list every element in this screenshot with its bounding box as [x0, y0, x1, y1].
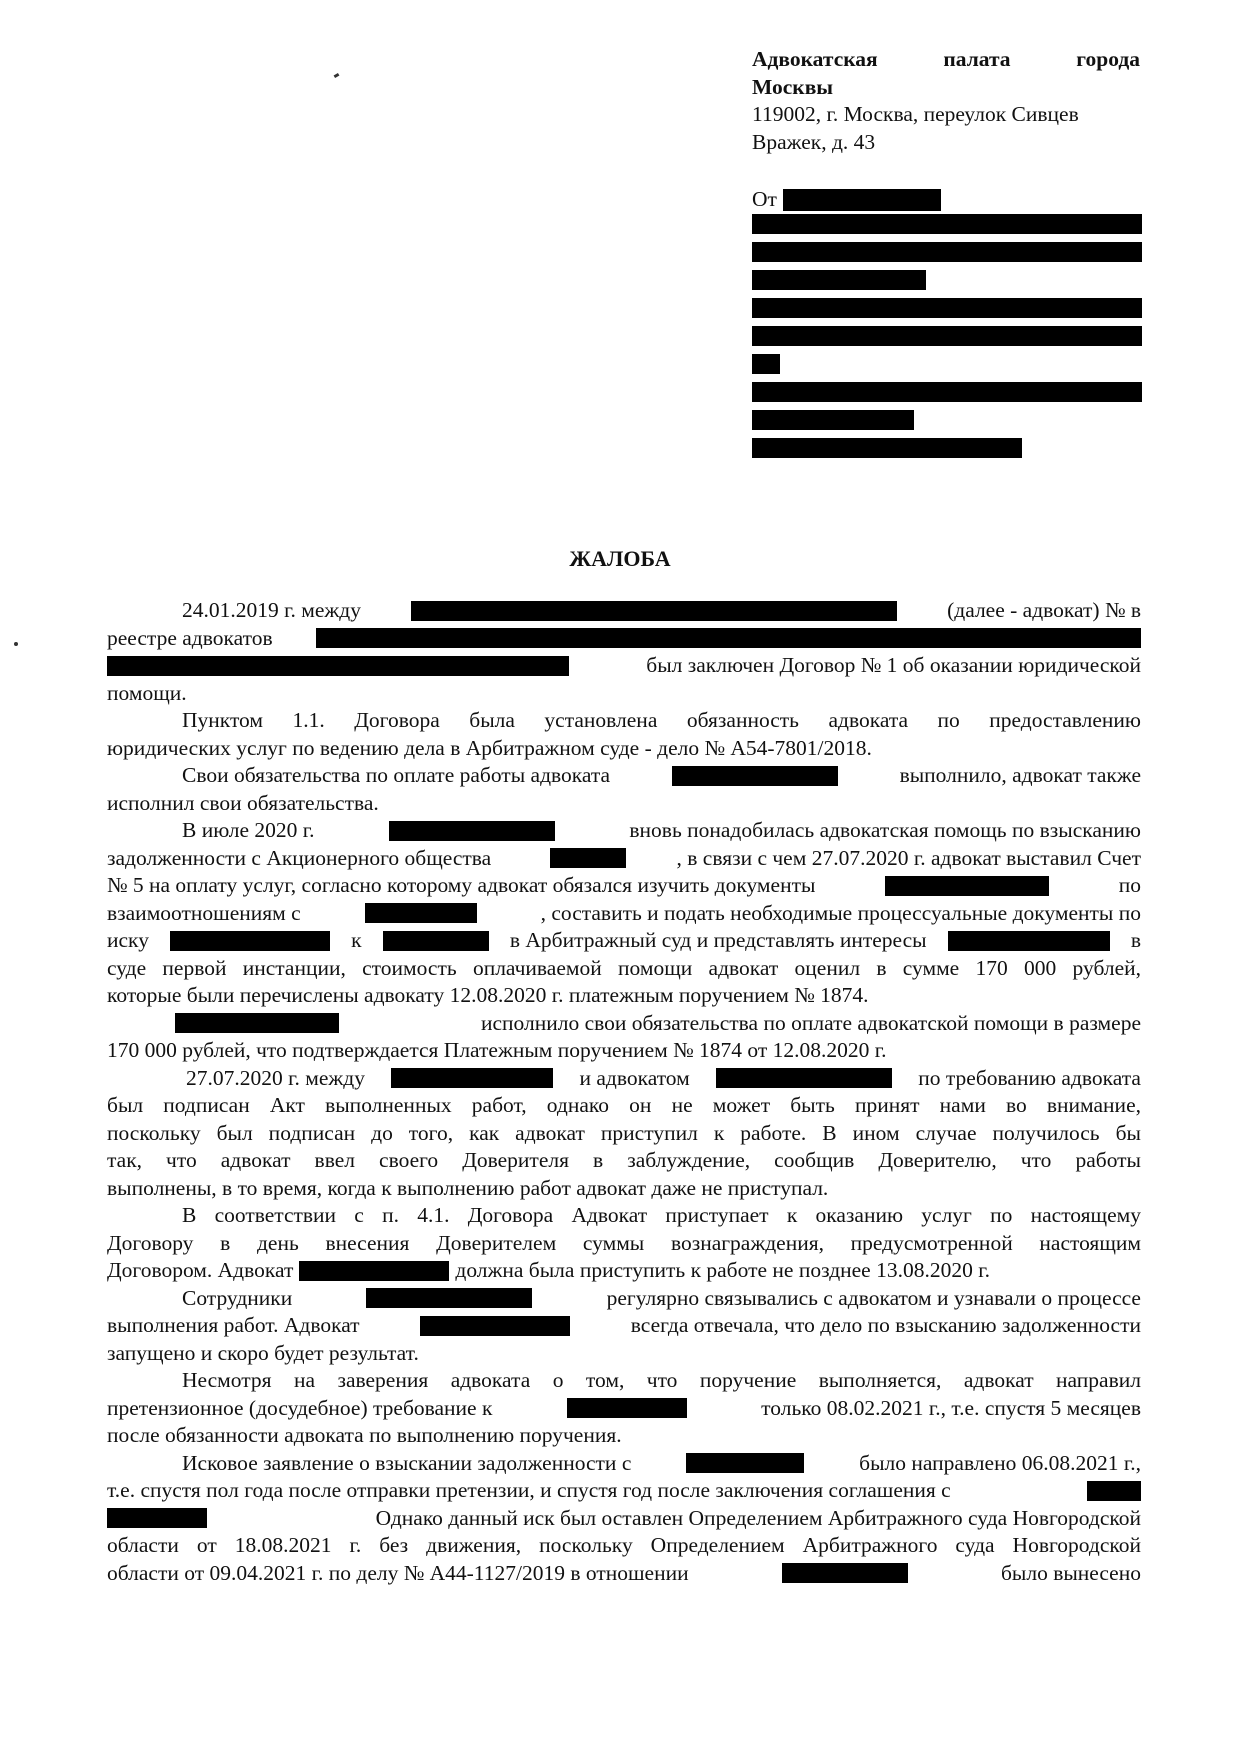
text-segment: В соответствии с п. 4.1. Договора Адвокат приступает к оказанию услуг по настоящему: [182, 1203, 1141, 1227]
text-line: [107, 1147, 1141, 1175]
text-line: [107, 1120, 1141, 1148]
redaction-bar: [686, 1453, 804, 1473]
text-line: [107, 1010, 1141, 1038]
text-line: [107, 1450, 1141, 1478]
text-segment: только 08.02.2021 г., т.е. спустя 5 месяцев: [761, 1395, 1141, 1420]
text-segment: юридических услуг по ведению дела в Арбитражном суде - дело № А54-7801/2018.: [107, 735, 872, 760]
text-segment: 170 000 рублей, что подтверждается Платежным поручением № 1874 от 12.08.2020 г.: [107, 1038, 887, 1062]
text-segment: Исковое заявление о взыскании задолженности с: [182, 1450, 632, 1475]
text-segment: выполнения работ. Адвокат: [107, 1313, 360, 1337]
text-line: [107, 1092, 1141, 1120]
addressee-org-word: города: [1076, 47, 1140, 71]
text-line: [107, 1257, 1141, 1285]
addressee-org-line2: Москвы: [752, 74, 834, 99]
text-line: [107, 955, 1141, 983]
text-segment: области от 09.04.2021 г. по делу № А44-1127/2019 в отношении: [107, 1560, 689, 1585]
text-line: [107, 1312, 1141, 1340]
scan-speck: [334, 73, 340, 78]
text-segment: 27.07.2020 г. между: [186, 1065, 365, 1090]
document-title: ЖАЛОБА: [569, 546, 671, 571]
redaction-bar: [420, 1316, 570, 1336]
text-segment: так, что адвокат ввел своего Доверителя в заблуждение, сообщив Доверителю, что работы: [107, 1148, 1141, 1172]
text-segment: т.е. спустя пол года после отправки претензии, и спустя год после заключения соглашения с: [107, 1478, 951, 1502]
redaction-bar: [885, 876, 1049, 896]
addressee-org-word: палата: [943, 47, 1011, 71]
text-segment: запущено и скоро будет результат.: [107, 1340, 419, 1365]
redaction-bar: [752, 298, 1142, 318]
text-segment: по требованию адвоката: [918, 1065, 1141, 1090]
redaction-bar: [299, 1261, 449, 1281]
redaction-bar: [365, 903, 477, 923]
text-segment: Договору в день внесения Доверителем суммы вознаграждения, предусмотренной настоящим: [107, 1230, 1141, 1255]
text-segment: иску: [107, 928, 149, 952]
text-segment: , составить и подать необходимые процессуальные документы по: [540, 900, 1141, 925]
text-segment: Сотрудники: [182, 1285, 293, 1310]
text-line: [107, 1340, 1141, 1368]
text-segment: было направлено 06.08.2021 г.,: [859, 1450, 1141, 1475]
text-line: [107, 1175, 1141, 1203]
sender-from-label: От: [752, 187, 777, 212]
text-line: [107, 625, 1141, 653]
text-line: [107, 1367, 1141, 1395]
redaction-bar: [752, 438, 1022, 458]
text-segment: задолженности с Акционерного общества: [107, 845, 492, 870]
text-segment: (далее - адвокат) № в: [947, 598, 1141, 622]
text-segment: Однако данный иск был оставлен Определением Арбитражного суда Новгородской: [375, 1505, 1141, 1530]
text-segment: исполнило свои обязательства по оплате адвокатской помощи в размере: [480, 1010, 1141, 1035]
redaction-bar: [389, 821, 555, 841]
scan-speck: [14, 642, 18, 646]
text-segment: регулярно связывались с адвокатом и узнавали о процессе: [606, 1285, 1141, 1310]
redaction-bar: [316, 628, 1141, 648]
text-line: [107, 1560, 1141, 1588]
addressee-address-line1: 119002, г. Москва, переулок Сивцев: [752, 102, 1079, 126]
text-line: [107, 597, 1141, 625]
text-segment: суде первой инстанции, стоимость оплачиваемой помощи адвокат оценил в сумме 170 000 рублей,: [107, 955, 1141, 980]
text-line: [107, 927, 1141, 955]
text-segment: всегда отвечала, что дело по взысканию задолженности: [630, 1313, 1141, 1337]
text-segment: вновь понадобилась адвокатская помощь по взысканию: [629, 818, 1141, 842]
text-line: [107, 762, 1141, 790]
text-segment: к: [351, 928, 362, 952]
text-segment: области от 18.08.2021 г. без движения, поскольку Определением Арбитражного суда Новгородской: [107, 1533, 1141, 1557]
text-segment: взаимоотношениям с: [107, 900, 301, 925]
text-line: [107, 1037, 1141, 1065]
text-segment: которые были перечислены адвокату 12.08.2020 г. платежным поручением № 1874.: [107, 983, 869, 1007]
text-segment: Пунктом 1.1. Договора была установлена обязанность адвоката по предоставлению: [182, 708, 1141, 732]
text-segment: в Арбитражный суд и представлять интересы: [509, 928, 927, 952]
addressee-org-word: Адвокатская: [752, 47, 878, 71]
text-segment: В июле 2020 г.: [182, 818, 315, 842]
redaction-bar: [783, 189, 941, 211]
redaction-bar: [175, 1013, 339, 1033]
text-line: [107, 1065, 1141, 1093]
text-segment: был заключен Договор № 1 об оказании юридической: [646, 653, 1141, 677]
text-segment: выполнены, в то время, когда к выполнению работ адвокат даже не приступал.: [107, 1175, 829, 1200]
text-line: [107, 900, 1141, 928]
redaction-bar: [550, 848, 626, 868]
text-line: [107, 1230, 1141, 1258]
redaction-bar: [411, 601, 897, 621]
text-segment: был подписан Акт выполненных работ, однако он не может быть принят нами во внимание,: [107, 1093, 1141, 1117]
text-segment: после обязанности адвоката по выполнению поручения.: [107, 1423, 622, 1447]
text-segment: и адвокатом: [579, 1065, 690, 1090]
text-line: [107, 680, 1141, 708]
text-segment: выполнило, адвокат также: [899, 763, 1141, 787]
text-line: [107, 817, 1141, 845]
text-segment: 24.01.2019 г. между: [182, 598, 361, 622]
text-segment: должна была приступить к работе не позднее 13.08.2020 г.: [455, 1258, 990, 1282]
redaction-bar: [567, 1398, 687, 1418]
text-segment: Несмотря на заверения адвоката о том, что поручение выполняется, адвокат направил: [182, 1368, 1141, 1392]
text-line: [107, 735, 1141, 763]
redaction-bar: [170, 931, 330, 951]
redaction-bar: [107, 1508, 207, 1528]
text-line: [107, 652, 1141, 680]
text-segment: , в связи с чем 27.07.2020 г. адвокат выставил Счет: [676, 845, 1141, 870]
text-line: [107, 1202, 1141, 1230]
text-line: [107, 845, 1141, 873]
text-line: [107, 790, 1141, 818]
redaction-bar: [1087, 1481, 1141, 1501]
redaction-bar: [391, 1068, 553, 1088]
redaction-bar: [752, 354, 780, 374]
redaction-bar: [366, 1288, 532, 1308]
document-body: [107, 597, 1141, 1587]
text-segment: Свои обязательства по оплате работы адвоката: [182, 763, 611, 787]
text-segment: № 5 на оплату услуг, согласно которому адвокат обязался изучить документы: [107, 873, 816, 897]
sender-block: [752, 188, 1142, 212]
text-line: [107, 1422, 1141, 1450]
redaction-bar: [948, 931, 1110, 951]
redaction-bar: [752, 382, 1142, 402]
redaction-bar: [383, 931, 489, 951]
text-segment: помощи.: [107, 680, 187, 705]
redaction-bar: [107, 656, 569, 676]
redaction-bar: [782, 1563, 908, 1583]
text-segment: по: [1118, 873, 1141, 897]
sender-from-line: [752, 188, 1142, 212]
addressee-organization: [752, 46, 1140, 74]
text-line: [107, 1395, 1141, 1423]
redaction-bar: [752, 410, 914, 430]
text-segment: реестре адвокатов: [107, 625, 273, 650]
text-line: [107, 982, 1141, 1010]
text-segment: претензионное (досудебное) требование к: [107, 1395, 493, 1420]
text-line: [107, 707, 1141, 735]
addressee-block: [752, 46, 1140, 156]
redaction-bar: [672, 766, 838, 786]
text-line: [107, 1532, 1141, 1560]
text-segment: Договором. Адвокат: [107, 1258, 294, 1282]
text-segment: было вынесено: [1000, 1560, 1141, 1585]
text-line: [107, 872, 1141, 900]
redaction-bar: [716, 1068, 892, 1088]
addressee-address-line2: Вражек, д. 43: [752, 129, 876, 154]
redaction-bar: [752, 242, 1142, 262]
text-segment: поскольку был подписан до того, как адвокат приступил к работе. В ином случае получилось бы: [107, 1120, 1141, 1145]
text-segment: в: [1130, 928, 1141, 952]
redaction-bar: [752, 270, 926, 290]
text-line: [107, 1477, 1141, 1505]
redaction-bar: [752, 326, 1142, 346]
text-line: [107, 1285, 1141, 1313]
text-segment: исполнил свои обязательства.: [107, 790, 379, 815]
text-line: [107, 1505, 1141, 1533]
redaction-bar: [752, 214, 1142, 234]
